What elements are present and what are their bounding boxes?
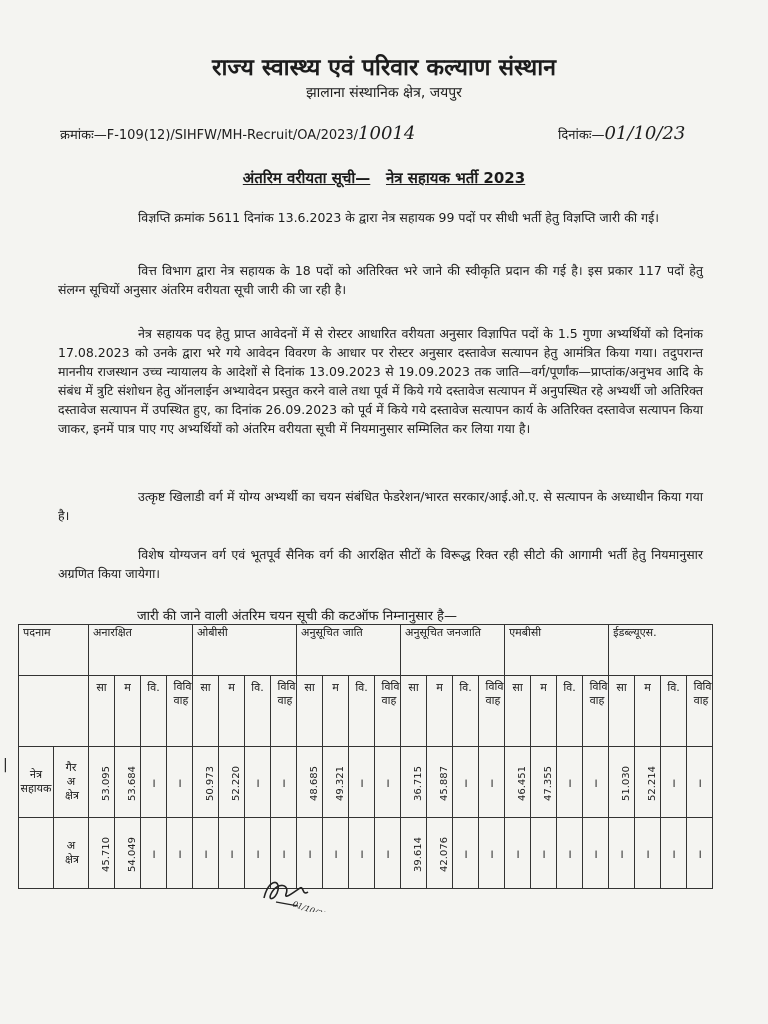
header-category: अनुसूचित जनजाति: [401, 625, 505, 676]
value-text: ।: [463, 775, 468, 790]
value-cell: [583, 747, 609, 818]
post-name-continuation: [19, 818, 53, 888]
value-text: ।: [567, 846, 572, 861]
value-cell: [245, 747, 271, 818]
header-post: पदनाम: [19, 625, 89, 676]
heading-main: नेत्र सहायक भर्ती 2023: [385, 169, 526, 187]
signature: [258, 872, 328, 916]
value-text: ।: [619, 846, 624, 861]
value-cell: [609, 818, 635, 889]
value-cell: [687, 747, 713, 818]
value-text: 36.715: [413, 765, 425, 801]
subheader-cell: म: [115, 676, 141, 747]
subheader-cell: सा: [609, 676, 635, 747]
value-cell: [167, 818, 193, 889]
value-text: ।: [671, 846, 676, 861]
paragraph-3-text: नेत्र सहायक पद हेतु प्राप्त आवेदनों में से रोस्टर आधारित वरीयता अनुसार विज्ञापित पदों के 1.5 गुणा अभ्यर्थियों को दिनांक 17.08.2023 को उनके द्वारा भरे गये आवेदन विवरण के आधार पर रोस्टर अनुसार दस्तावेज सत्यापन हेतु आमंत्रित किया गया। तदुपरान्त माननीय राजस्थान उच्च न्यायालय के आदेशों से दिनांक 13.09.2023 से 19.09.2023 तक जाति—वर्ग/पूर्णांक—प्राप्तांक/अनुभव आदि के संबंध में त्रुटि संशोधन हेतु ऑनलाईन अभ्यावेदन प्रस्तुत करने वाले तथा पूर्व में किये गये दस्तावेज सत्यापन में अनुपस्थित रहे अभ्यर्थी जो अतिरिक्त दस्तावेज सत्यापन में उपस्थित हुए, का दिनांक 26.09.2023 को पूर्व में किये गये दस्तावेज सत्यापन कार्य के अतिरिक्त दस्तावेज सत्यापन किया जाकर, इनमें पात्र पाए गए अभ्यर्थियों को अंतरिम वरीयता सूची में नियमानुसार सम्मिलित कर लिया गया है।: [58, 326, 703, 436]
value-cell: [141, 747, 167, 818]
table-caption: जारी की जाने वाली अंतरिम चयन सूची की कटऑफ निम्नानुसार है—: [137, 609, 457, 624]
row-label-cell: [19, 747, 89, 818]
subheader-cell: सा: [401, 676, 427, 747]
value-cell: [219, 818, 245, 889]
reference-number: [60, 123, 415, 144]
subheader-cell: म: [635, 676, 661, 747]
subheader-cell: वि.: [453, 676, 479, 747]
paragraph-1-text: विज्ञप्ति क्रमांक 5611 दिनांक 13.6.2023 के द्वारा नेत्र सहायक 99 पदों पर सीधी भर्ती हेतु विज्ञप्ति जारी की गई।: [138, 210, 659, 225]
value-cell: [427, 818, 453, 889]
value-text: 45.710: [101, 836, 112, 872]
value-text: 54.049: [127, 836, 138, 872]
post-name: [19, 747, 53, 817]
subheader-cell: म: [323, 676, 349, 747]
paragraph-2-text: वित्त विभाग द्वारा नेत्र सहायक के 18 पदों को अतिरिक्त भरे जाने की स्वीकृति प्रदान की गई है। इस प्रकार 117 पदों हेतु संलग्न सूचियों अनुसार अंतरिम वरीयता सूची जारी की जा रही है।: [58, 263, 703, 297]
subheader-cell: [687, 676, 713, 747]
value-cell: [479, 818, 505, 889]
subheader-cell: [583, 676, 609, 747]
value-text: ।: [697, 846, 702, 861]
value-cell: [375, 747, 401, 818]
value-cell: [401, 747, 427, 818]
date-handwritten: 01/10/23: [604, 123, 686, 144]
value-text: ।: [463, 846, 468, 861]
table-row: [19, 818, 713, 889]
value-text: ।: [541, 846, 546, 861]
subheader-stack: विविवाह: [277, 680, 296, 707]
value-text: 42.076: [439, 836, 451, 872]
table-row: [19, 747, 713, 818]
value-cell: [297, 747, 323, 818]
paragraph-5-text: विशेष योग्यजन वर्ग एवं भूतपूर्व सैनिक वर्ग की आरक्षित सीटों के विरूद्ध रिक्त रही सीटो की आगामी भर्ती हेतु नियमानुसार अग्रणित किया जायेगा।: [58, 547, 703, 581]
value-text: ।: [255, 846, 260, 861]
subheader-cell: वि.: [661, 676, 687, 747]
value-cell: [661, 747, 687, 818]
value-cell: [349, 747, 375, 818]
subheader-cell: सा: [297, 676, 323, 747]
value-cell: [193, 747, 219, 818]
value-text: 52.214: [647, 765, 659, 801]
value-cell: [557, 818, 583, 889]
subheader-stack: विविवाह: [173, 680, 192, 707]
paragraph-1: [58, 208, 703, 227]
reference-label: क्रमांकः—F-109(12)/SIHFW/MH-Recruit/OA/2023/: [60, 128, 359, 143]
margin-mark: |: [3, 757, 8, 773]
value-cell: [635, 818, 661, 889]
subheader-cell: वि.: [557, 676, 583, 747]
subheader-cell: म: [531, 676, 557, 747]
post-name-text: नेत्र सहायक: [20, 768, 52, 795]
value-text: 48.685: [309, 765, 321, 801]
value-cell: [375, 818, 401, 889]
signature-date: 01/10/23: [291, 899, 328, 912]
value-text: ।: [489, 775, 494, 790]
value-cell: [141, 818, 167, 889]
table-subheader-row: [19, 676, 713, 747]
value-cell: [323, 747, 349, 818]
subheader-stack: विविवाह: [485, 680, 504, 707]
value-cell: [583, 818, 609, 889]
cutoff-table: [18, 624, 713, 889]
subheader-empty: [19, 676, 89, 747]
value-cell: [349, 818, 375, 889]
value-text: ।: [489, 846, 494, 861]
subheader-stack: विविवाह: [589, 680, 608, 707]
value-text: ।: [177, 846, 182, 861]
subheader-cell: [479, 676, 505, 747]
subheader-cell: सा: [505, 676, 531, 747]
date-label: दिनांकः—: [558, 128, 605, 143]
value-text: 47.355: [543, 765, 555, 801]
value-cell: [115, 818, 141, 889]
value-cell: [115, 747, 141, 818]
header-category: अनारक्षित: [89, 625, 193, 676]
value-text: 53.095: [101, 765, 112, 801]
subheader-cell: [271, 676, 297, 747]
value-cell: [531, 747, 557, 818]
value-cell: [687, 818, 713, 889]
institute-title: राज्य स्वास्थ्य एवं परिवार कल्याण संस्थान: [212, 55, 556, 81]
value-text: 53.684: [127, 765, 138, 801]
value-text: 46.451: [517, 765, 529, 801]
header-category: ईडब्ल्यूएस.: [609, 625, 713, 676]
value-text: ।: [645, 846, 650, 861]
value-cell: [609, 747, 635, 818]
value-text: ।: [359, 846, 364, 861]
value-text: ।: [385, 846, 390, 861]
value-text: ।: [593, 775, 598, 790]
value-cell: [219, 747, 245, 818]
subheader-cell: वि.: [245, 676, 271, 747]
value-text: ।: [255, 775, 260, 790]
subheader-cell: सा: [89, 676, 115, 747]
subheader-cell: म: [219, 676, 245, 747]
subheader-cell: म: [427, 676, 453, 747]
value-text: 39.614: [413, 836, 425, 872]
value-cell: [271, 747, 297, 818]
value-text: ।: [229, 846, 234, 861]
paragraph-4-text: उत्कृष्ट खिलाडी वर्ग में योग्य अभ्यर्थी का चयन संबंधित फेडरेशन/भारत सरकार/आई.ओ.ए. से सत्यापन के अध्याधीन किया गया है।: [58, 489, 703, 523]
value-text: 49.321: [335, 765, 347, 801]
value-text: 52.220: [231, 765, 242, 801]
value-text: 45.887: [439, 765, 451, 801]
value-text: 50.973: [205, 765, 216, 801]
value-text: 51.030: [621, 765, 633, 801]
header-category: ओबीसी: [193, 625, 297, 676]
value-text: ।: [151, 775, 156, 790]
header-category: एमबीसी: [505, 625, 609, 676]
value-cell: [505, 818, 531, 889]
value-cell: [427, 747, 453, 818]
value-text: ।: [385, 775, 390, 790]
value-text: ।: [281, 846, 286, 861]
row-label: [53, 747, 88, 817]
row-label: [53, 818, 88, 888]
subheader-cell: [375, 676, 401, 747]
value-cell: [557, 747, 583, 818]
subheader-stack: विविवाह: [693, 680, 712, 707]
value-text: ।: [281, 775, 286, 790]
header-category: अनुसूचित जाति: [297, 625, 401, 676]
table-header-row: [19, 625, 713, 676]
value-cell: [89, 747, 115, 818]
reference-handwritten: 10014: [358, 123, 416, 144]
value-cell: [401, 818, 427, 889]
heading-prefix: अंतरिम वरीयता सूची—: [242, 169, 371, 187]
value-cell: [453, 747, 479, 818]
row-label-cell: [19, 818, 89, 889]
value-text: ।: [359, 775, 364, 790]
paragraph-5: [58, 545, 703, 583]
subheader-cell: वि.: [349, 676, 375, 747]
subheader-cell: वि.: [141, 676, 167, 747]
value-text: ।: [671, 775, 676, 790]
value-text: ।: [593, 846, 598, 861]
value-text: ।: [307, 846, 312, 861]
signature-scribble: [258, 872, 328, 912]
value-cell: [167, 747, 193, 818]
date-block: [558, 123, 685, 144]
value-text: ।: [177, 775, 182, 790]
value-cell: [453, 818, 479, 889]
value-text: ।: [151, 846, 156, 861]
value-cell: [531, 818, 557, 889]
subheader-cell: सा: [193, 676, 219, 747]
subheader-cell: [167, 676, 193, 747]
row-label-text: गैरअक्षेत्र: [65, 761, 79, 802]
value-cell: [635, 747, 661, 818]
value-cell: [193, 818, 219, 889]
subheader-stack: विविवाह: [381, 680, 400, 707]
value-text: ।: [515, 846, 520, 861]
value-cell: [661, 818, 687, 889]
paragraph-2: [58, 261, 703, 299]
row-label-text: अक्षेत्र: [65, 839, 79, 866]
institute-address: झालाना संस्थानिक क्षेत्र, जयपुर: [306, 85, 462, 101]
document-heading: [0, 168, 768, 188]
paragraph-3: [58, 324, 703, 438]
value-cell: [479, 747, 505, 818]
value-text: ।: [567, 775, 572, 790]
value-text: ।: [203, 846, 208, 861]
value-cell: [89, 818, 115, 889]
value-text: ।: [333, 846, 338, 861]
value-text: ।: [697, 775, 702, 790]
value-cell: [505, 747, 531, 818]
paragraph-4: [58, 487, 703, 525]
